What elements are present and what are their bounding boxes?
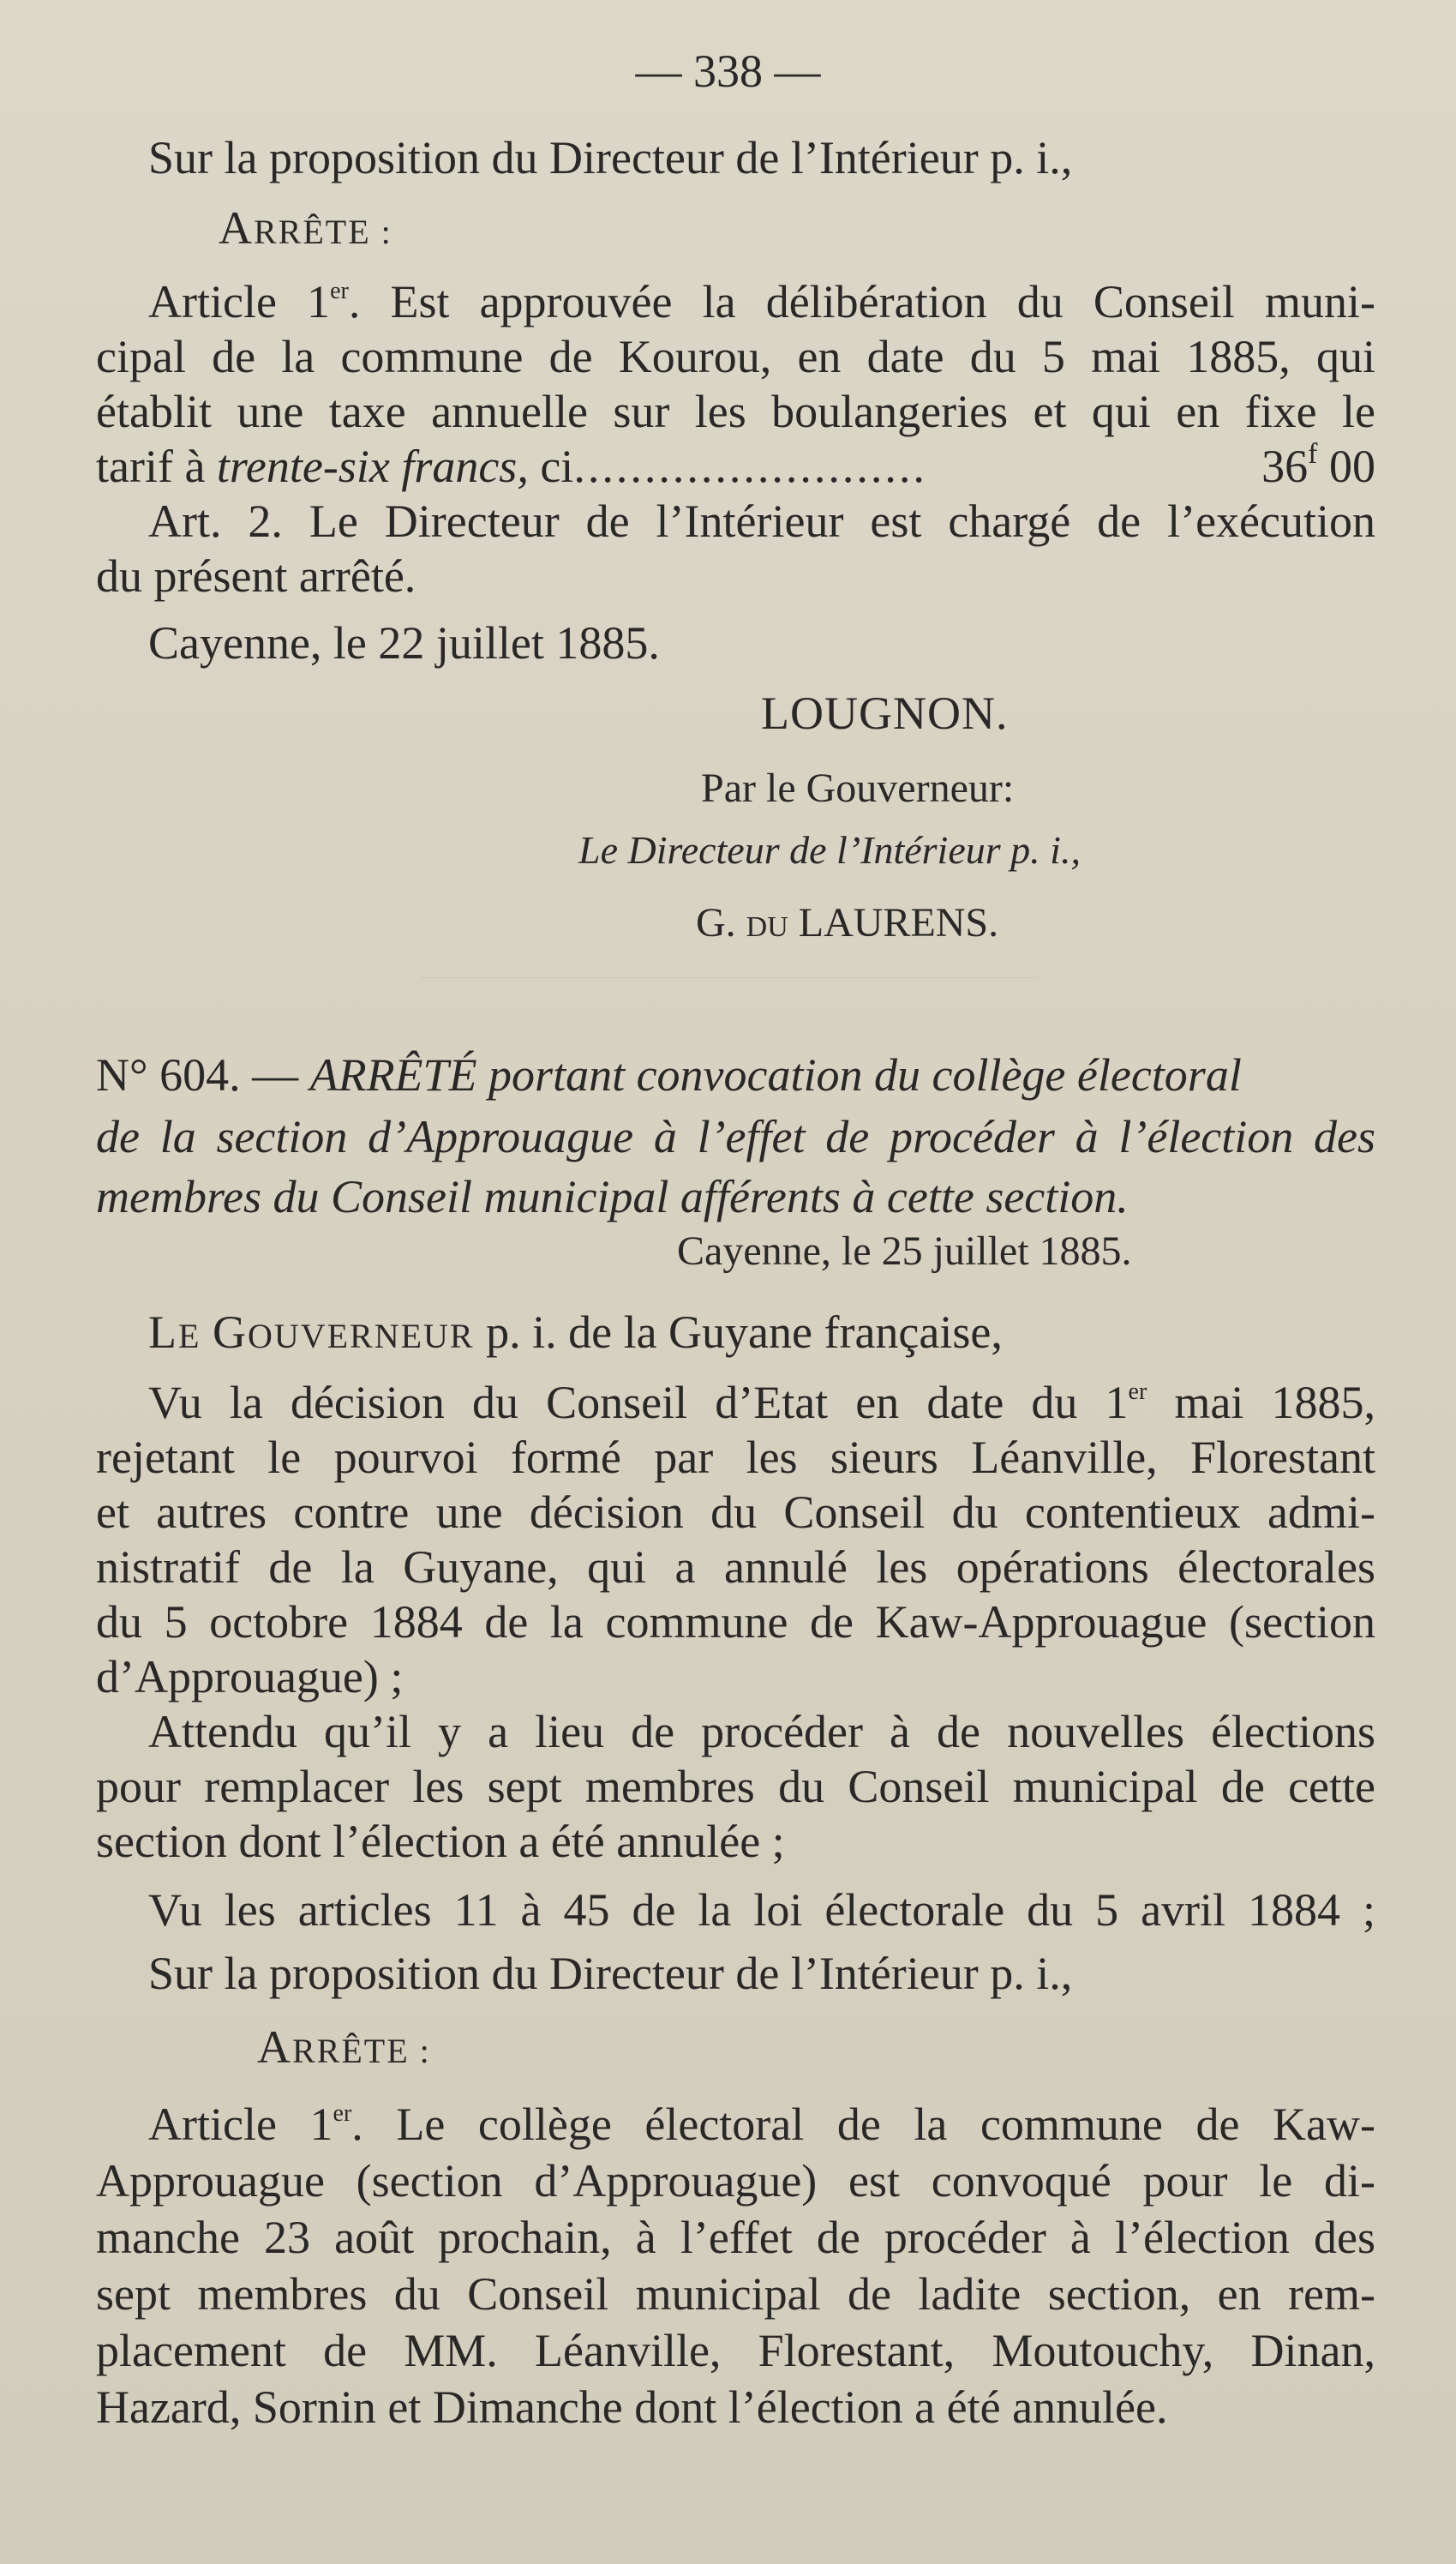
intro-rest: p. i. de la Guyane française, <box>474 1306 1003 1358</box>
signature-lougnon: LOUGNON. <box>761 688 1009 739</box>
director-initial: G. <box>696 900 746 946</box>
director-surname: LAURENS. <box>788 900 999 946</box>
article1b-line-4: sept membres du Conseil municipal de ladite section, en rem- <box>96 2268 1375 2320</box>
arrete-initial: A <box>219 202 254 254</box>
attendu-line-1: Attendu qu’il y a lieu de procéder à de nouvelles élections <box>148 1706 1375 1757</box>
section-divider <box>420 977 1037 978</box>
director-title: Le Directeur de l’Intérieur p. i., <box>578 828 1081 872</box>
par-le-gouverneur: Par le Gouverneur: <box>701 766 1015 811</box>
decree-title-part-1: ARRÊTÉ portant convocation du collège électoral <box>309 1049 1242 1101</box>
director-du: DU <box>746 911 788 943</box>
arrete-heading-2 <box>257 2020 431 2079</box>
article1b-text: Article 1er. Le collège électoral de la commune de Kaw- <box>148 2099 1375 2150</box>
article1-line-4 <box>96 439 1375 494</box>
decree-title-line-1 <box>96 1048 1375 1102</box>
decree-number: N° 604. <box>96 1049 241 1101</box>
decree-date: Cayenne, le 25 juillet 1885. <box>677 1228 1132 1274</box>
article1-line-2: cipal de la commune de Kourou, en date du 5 mai 1885, qui <box>96 331 1375 382</box>
intro-G: G <box>212 1306 248 1358</box>
place-date: Cayenne, le 22 juillet 1885. <box>148 617 660 669</box>
intro-E: E <box>178 1317 201 1355</box>
article2-line-1: Art. 2. Le Directeur de l’Intérieur est chargé de l’exécution <box>148 495 1375 547</box>
vu1-text: Vu la décision du Conseil d’Etat en date du 1er mai 1885, <box>148 1377 1375 1428</box>
director-name <box>696 896 998 955</box>
decree-title-line-3: membres du Conseil municipal afférents à cette section. <box>96 1171 1129 1222</box>
article1-line-1 <box>148 274 1375 329</box>
proposal-line: Sur la proposition du Directeur de l’Intérieur p. i., <box>148 132 1073 183</box>
decree-dash: — <box>240 1049 310 1101</box>
article2-line-2: du présent arrêté. <box>96 550 416 602</box>
intro-L: L <box>148 1306 178 1358</box>
arrete-initial-2: A <box>257 2021 292 2073</box>
intro-ouverneur: OUVERNEUR <box>247 1317 475 1355</box>
article1-text: Article 1er. Est approuvée la délibération du Conseil muni- <box>148 276 1375 327</box>
article1b-line-3: manche 23 août prochain, à l’effet de procéder à l’élection des <box>96 2212 1375 2263</box>
vu2-line: Vu les articles 11 à 45 de la loi électorale du 5 avril 1884 ; <box>148 1884 1375 1936</box>
decree-title-line-2: de la section d’Approuague à l’effet de procéder à l’élection des <box>96 1111 1375 1162</box>
vu1-line-1 <box>148 1375 1375 1430</box>
tarif-ci: ci <box>528 441 574 492</box>
page-number: — 338 — <box>635 45 821 97</box>
vu1-line-5: du 5 octobre 1884 de la commune de Kaw-Approuague (section <box>96 1596 1375 1648</box>
arrete-rest-2: RRÊTE : <box>292 2032 431 2070</box>
vu1-line-3: et autres contre une décision du Conseil du contentieux admi- <box>96 1486 1375 1538</box>
dot-leader: ......................... <box>573 441 927 492</box>
article1-line-3: établit une taxe annuelle sur les boulangeries et qui en fixe le <box>96 386 1375 437</box>
attendu-line-2: pour remplacer les sept membres du Conseil municipal de cette <box>96 1761 1375 1812</box>
tarif-italic: trente-six francs, <box>216 441 529 492</box>
article1b-line-6: Hazard, Sornin et Dimanche dont l’élection a été annulée. <box>96 2381 1168 2433</box>
vu1-line-4: nistratif de la Guyane, qui a annulé les opérations électorales <box>96 1541 1375 1593</box>
article1b-line-1 <box>148 2097 1375 2152</box>
proposal-line-2: Sur la proposition du Directeur de l’Intérieur p. i., <box>148 1948 1073 1999</box>
arrete-heading <box>219 201 392 260</box>
tarif-prefix: tarif à <box>96 441 217 492</box>
arrete-rest: RRÊTE : <box>254 213 392 251</box>
article1b-line-2: Approuague (section d’Approuague) est convoqué pour le di- <box>96 2155 1375 2207</box>
vu1-line-6: d’Approuague) ; <box>96 1651 404 1702</box>
article1b-line-5: placement de MM. Léanville, Florestant, Moutouchy, Dinan, <box>96 2325 1375 2376</box>
vu1-line-2: rejetant le pourvoi formé par les sieurs Léanville, Florestant <box>96 1432 1375 1483</box>
governor-intro <box>148 1305 1003 1364</box>
tarif-amount: 36$^f$ 00 <box>1261 438 1375 492</box>
attendu-line-3: section dont l’élection a été annulée ; <box>96 1816 785 1867</box>
